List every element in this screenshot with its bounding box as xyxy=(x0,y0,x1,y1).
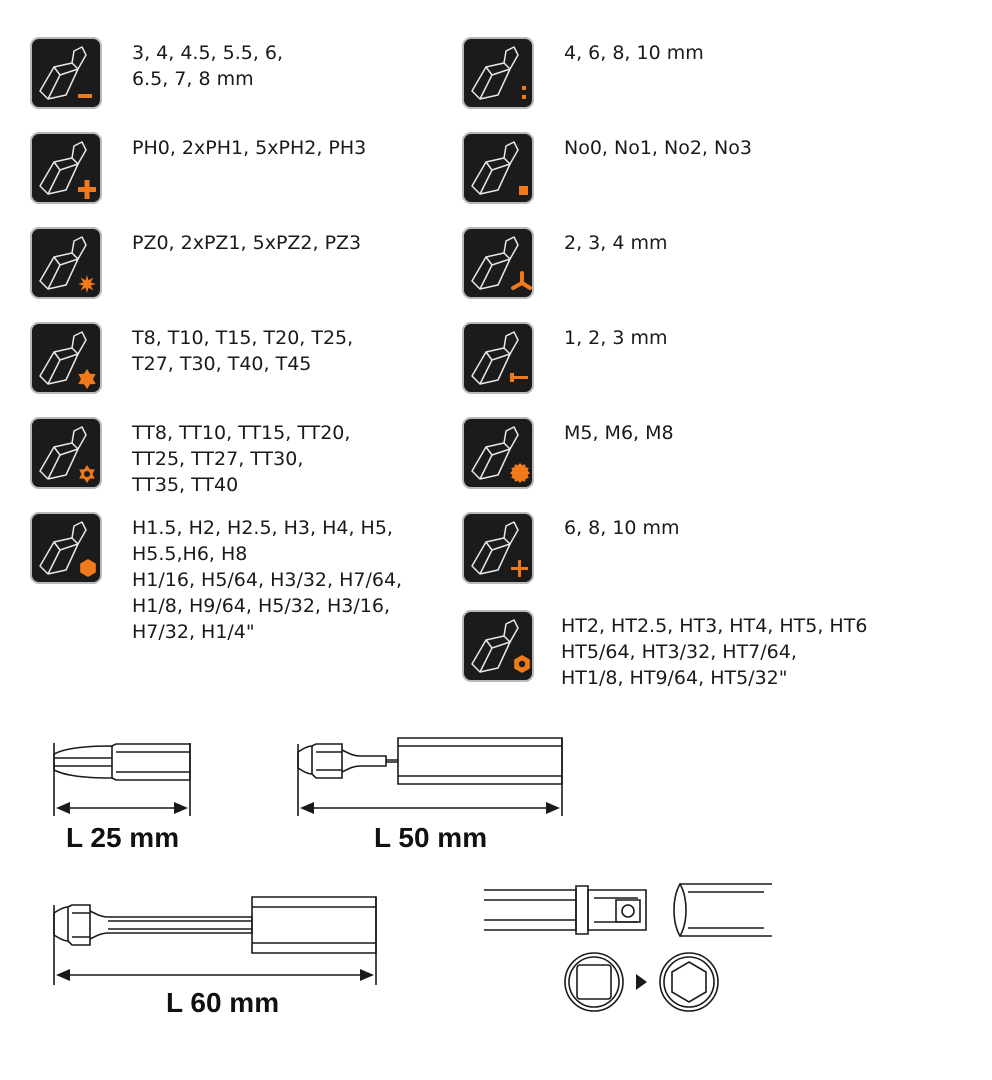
size-line: 4, 6, 8, 10 mm xyxy=(564,42,704,64)
bit-torq-set xyxy=(462,322,667,394)
size-line: HT5/64, HT3/32, HT7/64, xyxy=(561,641,797,663)
bit-phillips xyxy=(30,132,366,204)
bit-sizes xyxy=(564,135,752,161)
bit-tri-wing xyxy=(462,227,667,299)
hex-tamper-bit-icon xyxy=(462,610,534,682)
bit-hex xyxy=(30,512,402,645)
bit-spline xyxy=(462,417,674,489)
bit-25mm-drawing xyxy=(50,738,200,824)
bit-pozidriv xyxy=(30,227,361,299)
size-line: No0, No1, No2, No3 xyxy=(564,137,752,159)
size-line: 1, 2, 3 mm xyxy=(564,327,668,349)
bit-sizes xyxy=(132,40,283,92)
bit-cross xyxy=(462,512,680,584)
length-50-label: L 50 mm xyxy=(374,822,488,853)
bit-spanner xyxy=(462,37,704,109)
bit-sizes xyxy=(132,135,366,161)
torx-tamper-bit-icon xyxy=(30,417,102,489)
torq-set-bit-icon xyxy=(462,322,534,394)
bit-sizes xyxy=(564,325,667,351)
square-bit-icon xyxy=(462,132,534,204)
bit-sizes xyxy=(564,230,667,256)
phillips-bit-icon xyxy=(30,132,102,204)
pozidriv-bit-icon xyxy=(30,227,102,299)
cross-bit-icon xyxy=(462,512,534,584)
size-line: H7/32, H1/4" xyxy=(132,621,255,643)
size-line: HT2, HT2.5, HT3, HT4, HT5, HT6 xyxy=(561,615,868,637)
size-line: H1.5, H2, H2.5, H3, H4, H5, xyxy=(132,517,393,539)
size-line: PH0, 2xPH1, 5xPH2, PH3 xyxy=(132,137,367,159)
bit-sizes xyxy=(561,613,867,691)
size-line: H5.5,H6, H8 xyxy=(132,543,248,565)
bit-sizes xyxy=(564,515,680,541)
size-line: TT25, TT27, TT30, xyxy=(132,448,304,470)
tri-wing-bit-icon xyxy=(462,227,534,299)
bit-sizes xyxy=(132,325,353,377)
size-line: TT35, TT40 xyxy=(132,474,239,496)
bit-60mm-drawing xyxy=(50,893,390,989)
bit-sizes xyxy=(132,515,402,645)
size-line: 6, 8, 10 mm xyxy=(564,517,680,539)
bit-slotted xyxy=(30,37,283,109)
slotted-bit-icon xyxy=(30,37,102,109)
size-line: PZ0, 2xPZ1, 5xPZ2, PZ3 xyxy=(132,232,362,254)
spanner-bit-icon xyxy=(462,37,534,109)
size-line: TT8, TT10, TT15, TT20, xyxy=(132,422,351,444)
bit-square xyxy=(462,132,752,204)
size-line: 2, 3, 4 mm xyxy=(564,232,668,254)
bit-torx xyxy=(30,322,353,394)
bit-torx-tamper xyxy=(30,417,350,498)
torx-bit-icon xyxy=(30,322,102,394)
hex-bit-icon xyxy=(30,512,102,584)
size-line: T8, T10, T15, T20, T25, xyxy=(132,327,354,349)
size-line: 6.5, 7, 8 mm xyxy=(132,68,254,90)
bit-hex-tamper xyxy=(462,610,867,691)
spline-bit-icon xyxy=(462,417,534,489)
length-25-label: L 25 mm xyxy=(66,822,180,853)
length-60-label: L 60 mm xyxy=(166,987,280,1018)
size-line: HT1/8, HT9/64, HT5/32" xyxy=(561,667,788,689)
bit-sizes xyxy=(564,40,704,66)
socket-adapter-drawing xyxy=(484,878,776,1018)
bit-sizes xyxy=(564,420,674,446)
size-line: H1/16, H5/64, H3/32, H7/64, xyxy=(132,569,403,591)
size-line: T27, T30, T40, T45 xyxy=(132,353,312,375)
size-line: 3, 4, 4.5, 5.5, 6, xyxy=(132,42,284,64)
bit-sizes xyxy=(132,230,361,256)
size-line: H1/8, H9/64, H5/32, H3/16, xyxy=(132,595,391,617)
size-line: M5, M6, M8 xyxy=(564,422,674,444)
bit-50mm-drawing xyxy=(294,734,570,824)
bit-sizes xyxy=(132,420,350,498)
